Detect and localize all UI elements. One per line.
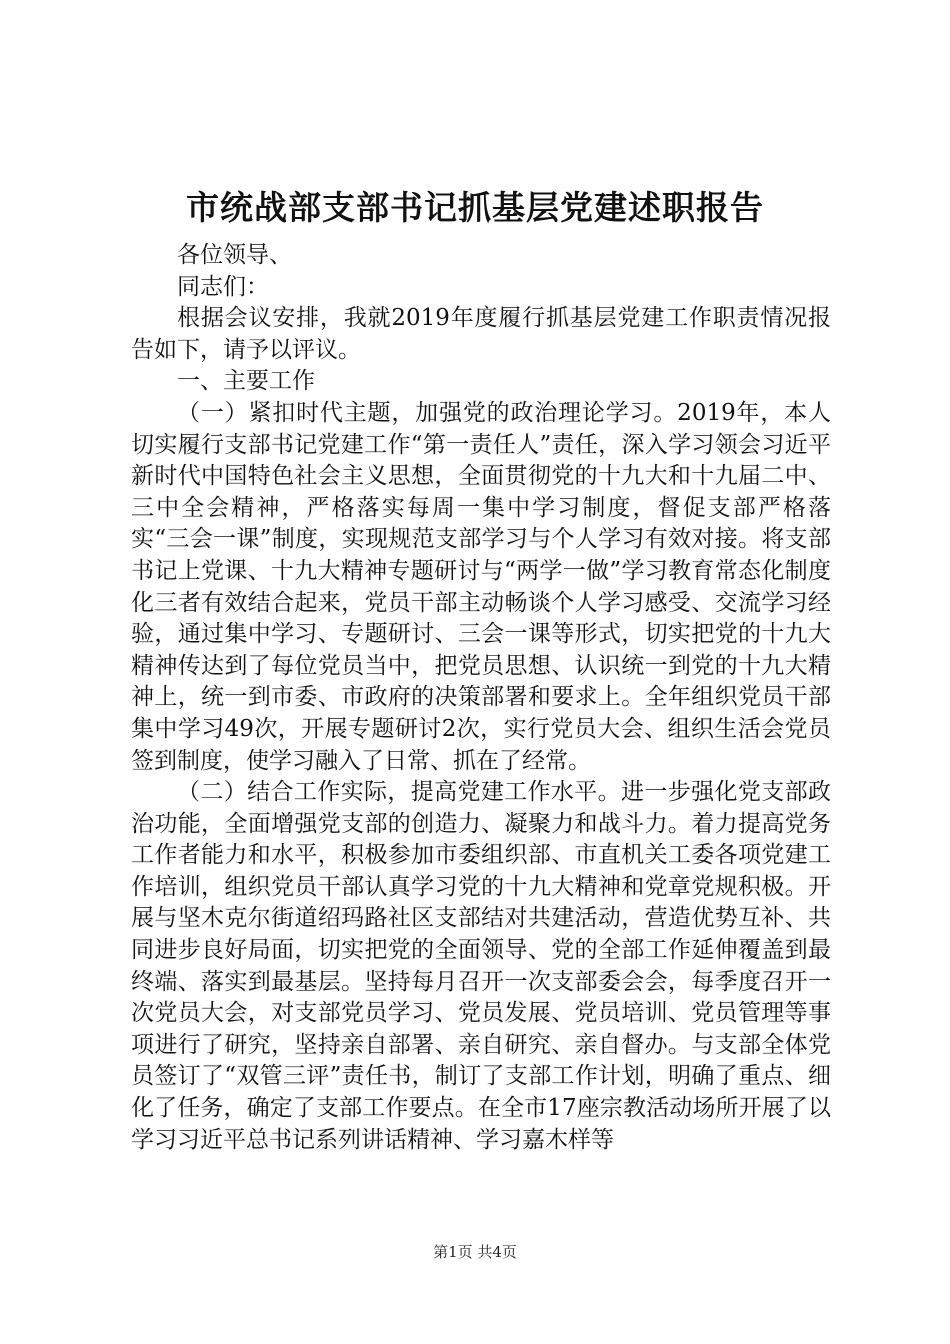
section-heading-main-work: 一、主要工作: [177, 368, 315, 395]
intro-paragraph: 根据会议安排，我就2019年度履行抓基层党建工作职责情况报告如下，请予以评议。: [131, 305, 831, 363]
greeting-line-1: 各位领导、: [177, 242, 292, 268]
document-body: [131, 240, 831, 1156]
document-title: 市统战部支部书记抓基层党建述职报告: [186, 188, 764, 227]
paragraph-item-2: （二）结合工作实际，提高党建工作水平。进一步强化党支部政治功能，全面增强党支部的创造力、凝聚力和战斗力。着力提高党务工作者能力和水平，积极参加市委组织部、市直机关工委各项党建工作培训，组织党员干部认真学习党的十九大精神和党章党规积极。开展与坚木克尔街道绍玛路社区支部结对共建活动，营造优势互补、共同进步良好局面，切实把党的全面领导、党的全部工作延伸覆盖到最终端、落实到最基层。坚持每月召开一次支部委会会，每季度召开一次党员大会，对支部党员学习、党员发展、党员培训、党员管理等事项进行了研究，坚持亲自部署、亲自研究、亲自督办。与支部全体党员签订了“双管三评”责任书，制订了支部工作计划，明确了重点、细化了任务，确定了支部工作要点。在全市17座宗教活动场所开展了以学习习近平总书记系列讲话精神、学习嘉木样等: [131, 779, 831, 1153]
paragraph-item-1: （一）紧扣时代主题，加强党的政治理论学习。2019年，本人切实履行支部书记党建工作“第一责任人”责任，深入学习领会习近平新时代中国特色社会主义思想，全面贯彻党的十九大和十九届二中、三中全会精神，严格落实每周一集中学习制度，督促支部严格落实“三会一课”制度，实现规范支部学习与个人学习有效对接。将支部书记上党课、十九大精神专题研讨与“两学一做”学习教育常态化制度化三者有效结合起来，党员干部主动畅谈个人学习感受、交流学习经验，通过集中学习、专题研讨、三会一课等形式，切实把党的十九大精神传达到了每位党员当中，把党员思想、认识统一到党的十九大精神上，统一到市委、市政府的决策部署和要求上。全年组织党员干部集中学习49次，开展专题研讨2次，实行党员大会、组织生活会党员签到制度，使学习融入了日常、抓在了经常。: [131, 399, 831, 774]
greeting-line-2: 同志们：: [177, 273, 269, 300]
page-footer: 第1页 共4页: [433, 1243, 517, 1261]
